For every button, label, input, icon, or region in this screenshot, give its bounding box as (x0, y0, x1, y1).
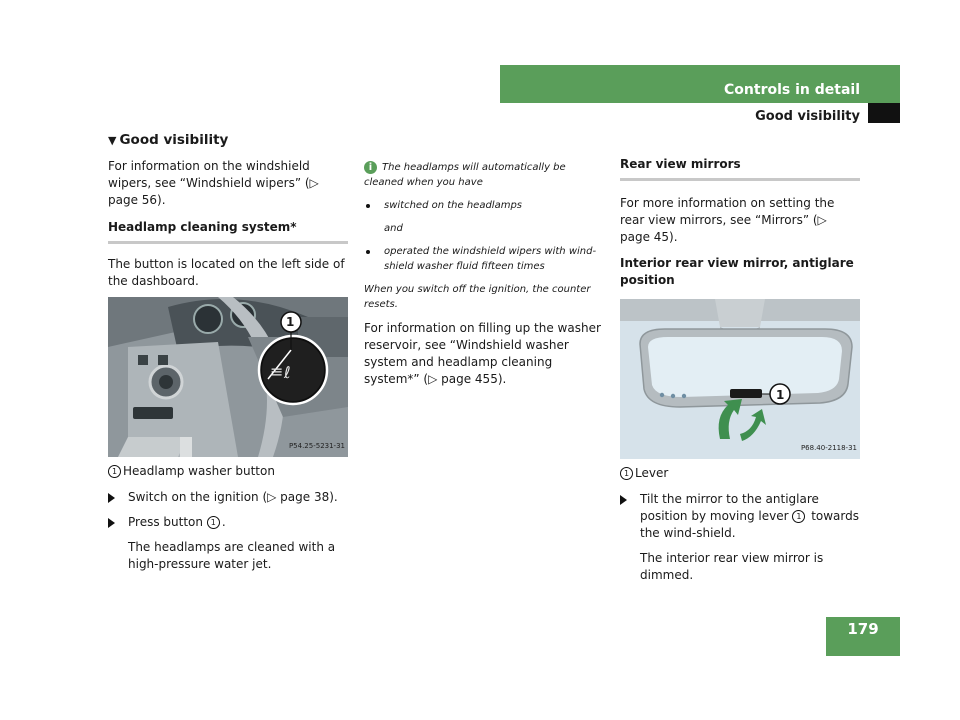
mirror-illustration (620, 299, 860, 459)
dashboard-figure (108, 297, 348, 457)
legend-number: 1 (620, 467, 633, 480)
note-intro (364, 160, 604, 190)
step-arrow-icon (108, 493, 115, 503)
antiglare-heading: Interior rear view mirror, antiglare position (620, 256, 854, 287)
step-text: Switch on the ignition (▷ page 38). (128, 490, 338, 504)
header-marker (868, 103, 900, 123)
step-arrow-icon (620, 495, 627, 505)
step-arrow-icon (108, 518, 115, 528)
header-band (500, 65, 900, 103)
mirror-figure (620, 299, 860, 459)
result-text: The interior rear view mirror is dimmed. (640, 551, 824, 582)
legend-text: Lever (635, 466, 669, 480)
step-press-button (108, 514, 348, 531)
figure-legend (108, 463, 348, 480)
dashboard-callout-1: 1 (286, 315, 295, 329)
collapse-triangle-icon: ▼ (108, 134, 117, 147)
dashboard-illustration (108, 297, 348, 457)
wipers-reference: For information on the windshield wipers, see “Windshield wipers” (▷ page 56). (108, 159, 319, 207)
step-text-pre: Tilt the mirror to the antiglare position by moving lever (640, 492, 819, 523)
step-text-post: . (221, 515, 226, 529)
column-left (108, 158, 348, 581)
svg-text:ℓ: ℓ (284, 363, 291, 382)
step-text-pre: Press button (128, 515, 203, 529)
note-and: and (384, 223, 403, 234)
page-number: 179 (826, 617, 900, 656)
washer-reference: For information on filling up the washer reservoir, see “Windshield washer system and headlamp cleaning system*” (▷ page 455). (364, 321, 601, 386)
figure-code: P68.40-2118-31 (800, 444, 857, 452)
chapter-title: Controls in detail (724, 82, 860, 98)
button-location-text: The button is located on the left side of the dashboard. (108, 257, 345, 288)
step-number: 1 (792, 510, 805, 523)
note-intro-text: The headlamps will automatically be cleaned when you have (364, 162, 566, 188)
figure-code: P54.25-5231-31 (288, 442, 345, 450)
note-bullet: operated the windshield wipers with wind-shield washer fluid fifteen times (364, 244, 604, 274)
step-text-post: towards the wind-shield. (640, 509, 859, 540)
column-middle (364, 160, 604, 396)
headlamp-cleaning-heading: Headlamp cleaning system* (108, 219, 348, 244)
section-header: Good visibility (755, 109, 860, 124)
legend-text: Headlamp washer button (123, 464, 275, 478)
legend-number: 1 (108, 465, 121, 478)
mirror-callout-1: 1 (776, 388, 785, 402)
figure-legend (620, 465, 860, 482)
mirrors-reference: For more information on setting the rear view mirrors, see “Mirrors” (▷ page 45). (620, 196, 835, 244)
column-right (620, 156, 860, 592)
info-note (364, 160, 604, 312)
page-title-text: Good visibility (119, 132, 229, 148)
result-text: The headlamps are cleaned with a high-pressure water jet. (128, 540, 336, 571)
step-tilt-mirror (620, 491, 860, 542)
info-icon: i (364, 161, 377, 174)
svg-text:≡: ≡ (270, 362, 284, 381)
step-number: 1 (207, 516, 220, 529)
note-bullet: switched on the headlamps (364, 198, 604, 213)
page-title (108, 132, 228, 148)
rear-view-mirrors-heading: Rear view mirrors (620, 156, 860, 181)
note-end: When you switch off the ignition, the counter resets. (364, 284, 591, 310)
step-ignition (108, 489, 348, 506)
